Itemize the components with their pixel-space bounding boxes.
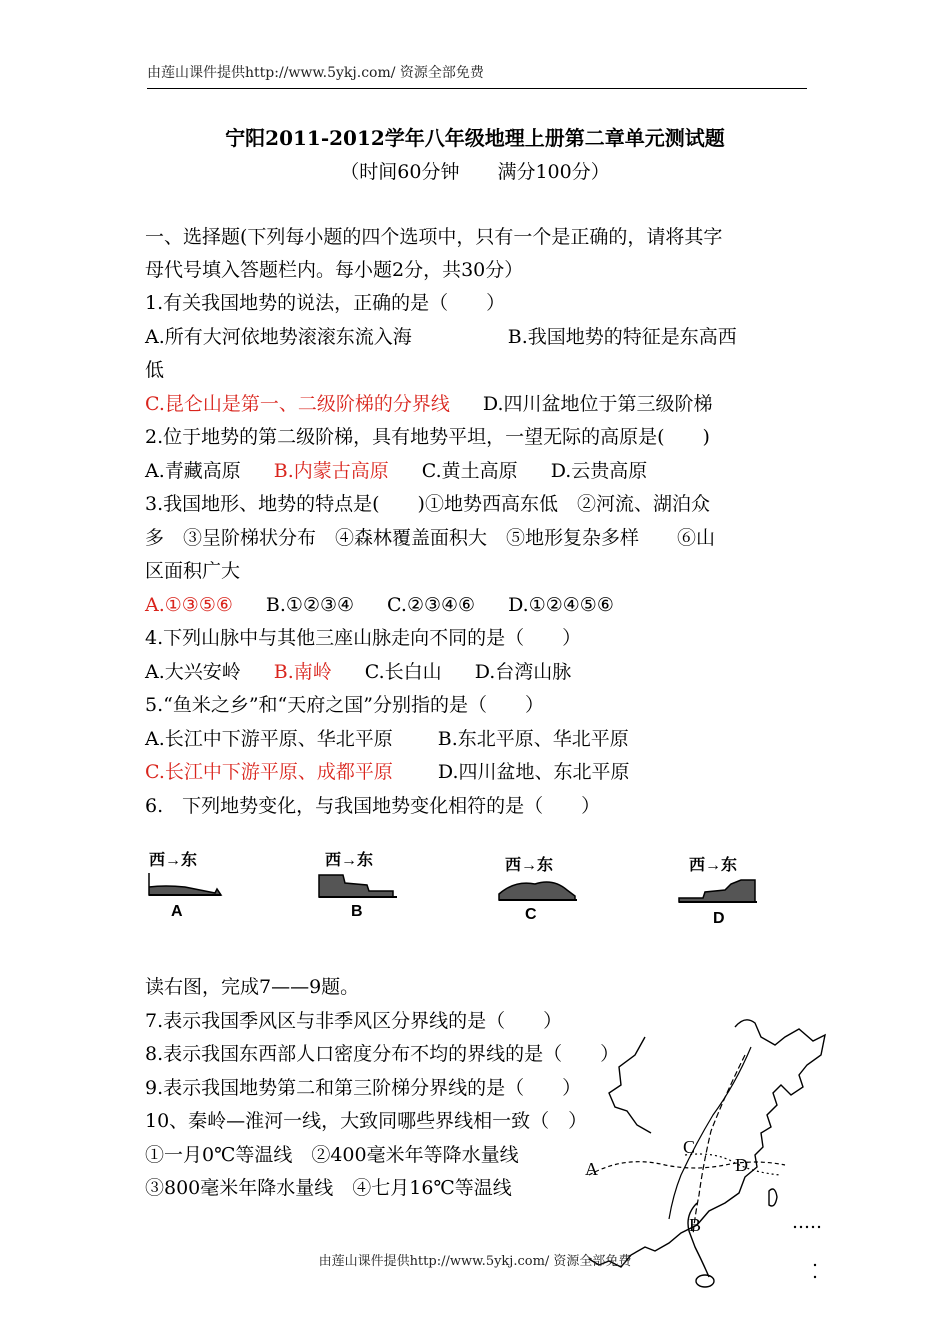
question-9: 9.表示我国地势第二和第三阶梯分界线的是（ ）	[145, 1077, 582, 1099]
page-title: 宁阳2011-2012学年八年级地理上册第二章单元测试题	[225, 126, 725, 150]
question-1-options-ab	[145, 324, 737, 350]
terrain-profile-b	[315, 845, 410, 925]
option-2a: A.青藏高原	[145, 460, 241, 482]
question-10-stem: 10、秦岭—淮河一线，大致同哪些界线相一致（ ）	[145, 1110, 588, 1132]
terrain-profile-c	[495, 850, 590, 930]
question-3-stem-line3: 区面积广大	[145, 560, 241, 582]
profile-c-label: C	[525, 906, 537, 923]
question-4-stem: 4.下列山脉中与其他三座山脉走向不同的是（ ）	[145, 627, 582, 649]
question-2-stem: 2.位于地势的第二级阶梯，具有地势平坦，一望无际的高原是( )	[145, 426, 710, 448]
section-instruction-line1: 一、选择题(下列每小题的四个选项中，只有一个是正确的，请将其字	[145, 226, 723, 248]
profile-a-direction: 西→东	[149, 852, 198, 869]
question-8: 8.表示我国东西部人口密度分布不均的界线的是（ ）	[145, 1043, 620, 1065]
question-10-options-line2: ③800毫米年降水量线 ④七月16℃等温线	[145, 1177, 512, 1199]
option-3a-answer: A.①③⑤⑥	[145, 594, 233, 616]
question-1-stem: 1.有关我国地势的说法，正确的是（ ）	[145, 292, 506, 314]
question-3-options	[145, 592, 614, 618]
option-2d: D.云贵高原	[550, 460, 648, 482]
question-3-stem-line1: 3.我国地形、地势的特点是( )①地势西高东低 ②河流、湖泊众	[145, 493, 710, 515]
question-7: 7.表示我国季风区与非季风区分界线的是（ ）	[145, 1010, 563, 1032]
profile-c-direction: 西→东	[505, 857, 554, 874]
profile-a-label: A	[171, 903, 183, 920]
map-label-b: B	[689, 1215, 702, 1235]
option-5d: D.四川盆地、东北平原	[437, 761, 630, 783]
option-1c-answer: C.昆仑山是第一、二级阶梯的分界线	[145, 393, 450, 415]
page-footer: 由莲山课件提供http://www.5ykj.com/ 资源全部免费	[318, 1254, 632, 1269]
question-5-options-cd	[145, 759, 630, 785]
question-4-options	[145, 659, 571, 685]
question-5-stem: 5.“鱼米之乡”和“天府之国”分别指的是（ ）	[145, 694, 544, 716]
question-5-options-ab	[145, 726, 629, 752]
option-5b: B.东北平原、华北平原	[437, 728, 629, 750]
terrain-profile-d	[675, 850, 770, 930]
profile-b-direction: 西→东	[325, 852, 374, 869]
map-label-a: A	[585, 1159, 598, 1179]
option-5c-answer: C.长江中下游平原、成都平原	[145, 761, 393, 783]
question-2-options	[145, 458, 647, 484]
question-10-options-line1: ①一月0℃等温线 ②400毫米年等降水量线	[145, 1144, 519, 1166]
question-6-stem: 6. 下列地势变化，与我国地势变化相符的是（ ）	[145, 795, 601, 817]
section-instruction-line2: 母代号填入答题栏内。每小题2分，共30分）	[145, 259, 524, 281]
option-3b: B.①②③④	[265, 594, 355, 616]
option-2c: C.黄土高原	[421, 460, 518, 482]
option-4a: A.大兴安岭	[145, 661, 241, 683]
profile-d-label: D	[713, 910, 725, 927]
option-4b-answer: B.南岭	[273, 661, 332, 683]
question-1-options-cd	[145, 391, 713, 417]
questions-7-9-intro: 读右图，完成7——9题。	[145, 976, 360, 998]
option-1b-continuation: 低	[145, 359, 165, 381]
terrain-profile-a	[145, 845, 235, 925]
option-2b-answer: B.内蒙古高原	[273, 460, 389, 482]
option-3d: D.①②④⑤⑥	[508, 594, 614, 616]
option-4c: C.长白山	[364, 661, 442, 683]
map-label-d: D	[735, 1155, 748, 1175]
profile-b-label: B	[351, 903, 363, 920]
china-map-figure	[585, 1015, 830, 1290]
map-label-c: C	[683, 1137, 696, 1157]
page-subtitle: （时间60分钟 满分100分）	[340, 161, 610, 183]
option-1d: D.四川盆地位于第三级阶梯	[482, 393, 713, 415]
option-4d: D.台湾山脉	[474, 661, 572, 683]
profile-d-direction: 西→东	[689, 857, 738, 874]
option-1a: A.所有大河依地势滚滚东流入海	[145, 326, 412, 348]
option-5a: A.长江中下游平原、华北平原	[145, 728, 393, 750]
question-3-stem-line2: 多 ③呈阶梯状分布 ④森林覆盖面积大 ⑤地形复杂多样 ⑥山	[145, 527, 716, 549]
page-header: 由莲山课件提供http://www.5ykj.com/ 资源全部免费	[147, 62, 807, 89]
option-3c: C.②③④⑥	[387, 594, 476, 616]
option-1b: B.我国地势的特征是东高西	[507, 326, 737, 348]
